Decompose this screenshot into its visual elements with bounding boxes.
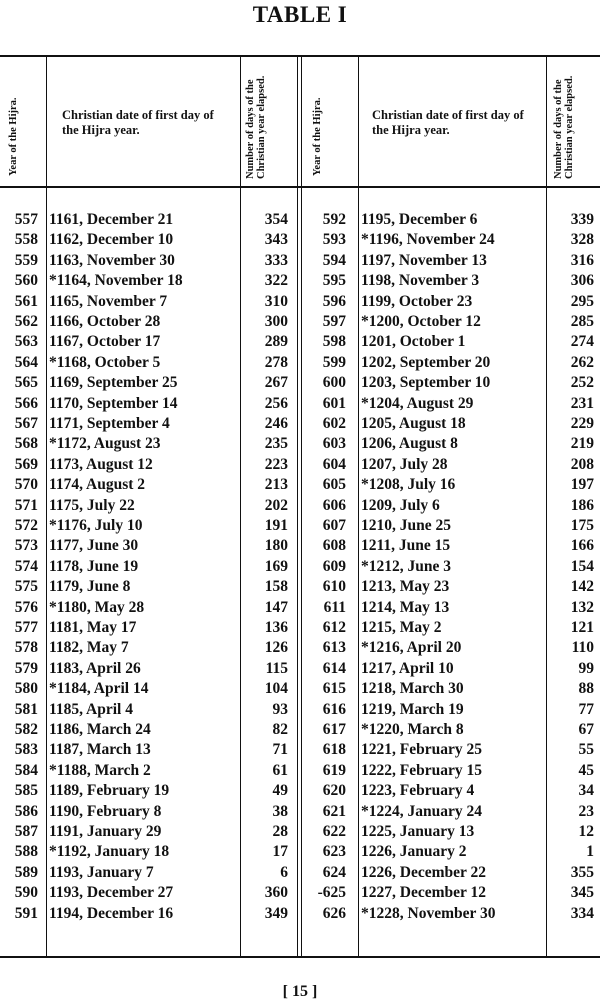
days-cell: 310 [264, 292, 288, 310]
table-row [0, 252, 600, 272]
top-rule [0, 55, 600, 57]
days-cell: 349 [264, 904, 288, 922]
year-cell: 623 [322, 843, 346, 861]
table-row [0, 823, 600, 843]
year-cell: 605 [322, 476, 346, 494]
year-cell: 573 [14, 537, 38, 555]
days-cell: 223 [264, 455, 288, 473]
table-row [0, 456, 600, 476]
table-row [0, 395, 600, 415]
days-cell: 136 [264, 619, 288, 636]
days-cell: 229 [570, 415, 594, 432]
year-cell: 575 [14, 578, 38, 596]
date-cell: 1215, May 2 [361, 619, 442, 636]
header-days-right: Number of days of the Christian year elapsed. [553, 75, 575, 179]
date-cell: 1174, August 2 [49, 476, 146, 494]
year-cell: 602 [322, 415, 346, 432]
date-cell: 1219, March 19 [361, 700, 464, 718]
year-cell: 562 [14, 313, 38, 330]
table-row [0, 211, 600, 231]
year-cell: 564 [14, 353, 38, 371]
table-row [0, 619, 600, 639]
year-cell: 611 [323, 598, 346, 616]
days-cell: 169 [264, 557, 288, 575]
date-cell: 1175, July 22 [49, 496, 135, 514]
table-row [0, 497, 600, 517]
table-row [0, 741, 600, 761]
days-cell: 110 [571, 639, 594, 657]
year-cell: 568 [14, 435, 38, 453]
days-cell: 99 [578, 659, 594, 677]
table-row [0, 660, 600, 680]
date-cell: *1212, June 3 [361, 557, 451, 575]
date-cell: 1197, November 13 [361, 251, 487, 269]
date-cell: 1218, March 30 [361, 680, 464, 698]
days-cell: 322 [264, 272, 288, 290]
days-cell: 343 [264, 231, 288, 249]
year-cell: 624 [322, 863, 346, 881]
year-cell: 612 [322, 619, 346, 636]
year-cell: 559 [14, 251, 38, 269]
days-cell: 6 [280, 863, 288, 881]
days-cell: 213 [264, 476, 288, 494]
days-cell: 186 [570, 496, 594, 514]
year-cell: 572 [14, 517, 38, 534]
date-cell: 1227, December 12 [361, 884, 486, 902]
days-cell: 274 [570, 333, 594, 351]
date-cell: 1193, December 27 [49, 884, 174, 902]
year-cell: 580 [14, 680, 38, 698]
table-row [0, 537, 600, 557]
date-cell: 1225, January 13 [361, 823, 475, 840]
days-cell: 88 [578, 680, 594, 698]
year-cell: 595 [322, 272, 346, 290]
year-cell: 569 [14, 455, 38, 473]
table-row [0, 680, 600, 700]
year-cell: 582 [14, 721, 38, 738]
year-cell: 603 [322, 435, 346, 453]
date-cell: *1200, October 12 [361, 313, 481, 330]
days-cell: 354 [264, 211, 288, 228]
header-year-right: Year of the Hijra. [312, 97, 323, 176]
days-cell: 252 [570, 374, 594, 392]
days-cell: 316 [570, 251, 594, 269]
year-cell: 615 [322, 680, 346, 698]
year-cell: 608 [322, 537, 346, 555]
table-row [0, 864, 600, 884]
year-cell: 621 [322, 802, 346, 820]
date-cell: 1171, September 4 [49, 415, 170, 432]
year-cell: 599 [322, 353, 346, 371]
year-cell: 607 [322, 517, 346, 534]
days-cell: 115 [265, 659, 288, 677]
year-cell: 585 [14, 782, 38, 800]
days-cell: 166 [570, 537, 594, 555]
date-cell: 1213, May 23 [361, 578, 450, 596]
year-cell: 574 [14, 557, 38, 575]
date-cell: 1211, June 15 [361, 537, 451, 555]
header-rule [0, 186, 600, 188]
year-cell: 593 [322, 231, 346, 249]
days-cell: 219 [570, 435, 594, 453]
date-cell: 1221, February 25 [361, 741, 482, 759]
date-cell: 1217, April 10 [361, 659, 454, 677]
table-row [0, 639, 600, 659]
year-cell: 589 [14, 863, 38, 881]
date-cell: 1202, September 20 [361, 353, 491, 371]
table-row [0, 701, 600, 721]
days-cell: 147 [264, 598, 288, 616]
table-row [0, 374, 600, 394]
date-cell: 1193, January 7 [49, 863, 154, 881]
page-number: [ 15 ] [282, 983, 318, 1000]
days-cell: 49 [272, 782, 288, 800]
year-cell: 600 [322, 374, 346, 392]
table-row [0, 843, 600, 863]
days-cell: 256 [264, 394, 288, 412]
date-cell: *1176, July 10 [49, 517, 143, 534]
days-cell: 104 [264, 680, 288, 698]
date-cell: *1172, August 23 [49, 435, 161, 453]
days-cell: 289 [264, 333, 288, 351]
table-row [0, 884, 600, 904]
days-cell: 45 [578, 761, 594, 779]
date-cell: *1192, January 18 [49, 843, 170, 861]
year-cell: 558 [14, 231, 38, 249]
date-cell: 1206, August 8 [361, 435, 458, 453]
date-cell: *1224, January 24 [361, 802, 482, 820]
year-cell: 601 [322, 394, 346, 412]
days-cell: 180 [264, 537, 288, 555]
table-row [0, 354, 600, 374]
year-cell: 583 [14, 741, 38, 759]
days-cell: 262 [570, 353, 594, 371]
year-cell: 565 [14, 374, 38, 392]
year-cell: 560 [14, 272, 38, 290]
year-cell: 557 [14, 211, 38, 228]
year-cell: 576 [14, 598, 38, 616]
days-cell: 1 [586, 843, 594, 861]
date-cell: 1182, May 7 [49, 639, 129, 657]
days-cell: 12 [578, 823, 594, 840]
year-cell: 578 [14, 639, 38, 657]
days-cell: 306 [570, 272, 594, 290]
year-cell: 617 [322, 721, 346, 738]
date-cell: 1189, February 19 [49, 782, 170, 800]
table-row [0, 517, 600, 537]
days-cell: 34 [578, 782, 594, 800]
date-cell: *1208, July 16 [361, 476, 456, 494]
table-row [0, 272, 600, 292]
year-cell: 596 [322, 292, 346, 310]
year-cell: 619 [322, 761, 346, 779]
days-cell: 55 [578, 741, 594, 759]
year-cell: 563 [14, 333, 38, 351]
days-cell: 61 [272, 761, 288, 779]
days-cell: 333 [264, 251, 288, 269]
year-cell: 609 [322, 557, 346, 575]
table-title: TABLE I [252, 2, 348, 27]
date-cell: 1209, July 6 [361, 496, 440, 514]
days-cell: 154 [570, 557, 594, 575]
year-cell: 620 [322, 782, 346, 800]
table-row [0, 782, 600, 802]
days-cell: 355 [570, 863, 594, 881]
date-cell: 1185, April 4 [49, 700, 133, 718]
header-date-left: Christian date of first day of the Hijra year. [62, 108, 214, 137]
date-cell: 1195, December 6 [361, 211, 478, 228]
date-cell: 1214, May 13 [361, 598, 450, 616]
year-cell: 597 [322, 313, 346, 330]
date-cell: *1180, May 28 [49, 598, 145, 616]
days-cell: 345 [570, 884, 594, 902]
year-cell: 622 [322, 823, 346, 840]
days-cell: 231 [570, 394, 594, 412]
year-cell: 610 [322, 578, 346, 596]
table-row [0, 762, 600, 782]
year-cell: 584 [14, 761, 38, 779]
date-cell: *1168, October 5 [49, 353, 161, 371]
days-cell: 295 [570, 292, 594, 310]
date-cell: 1162, December 10 [49, 231, 174, 249]
year-cell: 570 [14, 476, 38, 494]
days-cell: 300 [264, 313, 288, 330]
table-row [0, 721, 600, 741]
days-cell: 285 [570, 313, 594, 330]
header-days-left: Number of days of the Christian year elapsed. [245, 75, 267, 179]
date-cell: 1205, August 18 [361, 415, 466, 432]
year-cell: 577 [14, 619, 38, 636]
date-cell: *1228, November 30 [361, 904, 496, 922]
date-cell: 1201, October 1 [361, 333, 466, 351]
date-cell: 1165, November 7 [49, 292, 168, 310]
days-cell: 267 [264, 374, 288, 392]
year-cell: 567 [14, 415, 38, 432]
days-cell: 126 [264, 639, 288, 657]
table-row [0, 578, 600, 598]
date-cell: 1207, July 28 [361, 455, 448, 473]
year-cell: 598 [322, 333, 346, 351]
date-cell: 1222, February 15 [361, 761, 482, 779]
year-cell: 588 [14, 843, 38, 861]
days-cell: 77 [578, 700, 594, 718]
date-cell: *1204, August 29 [361, 394, 474, 412]
days-cell: 360 [264, 884, 288, 902]
date-cell: *1216, April 20 [361, 639, 462, 657]
date-cell: 1163, November 30 [49, 251, 175, 269]
table-row [0, 599, 600, 619]
days-cell: 158 [264, 578, 288, 596]
days-cell: 334 [570, 904, 594, 922]
year-cell: 616 [322, 700, 346, 718]
days-cell: 132 [570, 598, 594, 616]
table-row [0, 415, 600, 435]
days-cell: 339 [570, 211, 594, 228]
year-cell: 571 [14, 496, 38, 514]
date-cell: 1187, March 13 [49, 741, 151, 759]
table-row [0, 476, 600, 496]
days-cell: 246 [264, 415, 288, 432]
date-cell: 1223, February 4 [361, 782, 475, 800]
table-row [0, 558, 600, 578]
table-row [0, 803, 600, 823]
date-cell: 1169, September 25 [49, 374, 178, 392]
days-cell: 142 [570, 578, 594, 596]
year-cell: 606 [322, 496, 346, 514]
date-cell: 1191, January 29 [49, 823, 162, 840]
year-cell: 613 [322, 639, 346, 657]
table-row [0, 435, 600, 455]
table-row [0, 333, 600, 353]
days-cell: 235 [264, 435, 288, 453]
days-cell: 278 [264, 353, 288, 371]
date-cell: 1167, October 17 [49, 333, 161, 351]
year-cell: 614 [322, 659, 346, 677]
year-cell: 604 [322, 455, 346, 473]
date-cell: 1170, September 14 [49, 394, 178, 412]
date-cell: 1226, January 2 [361, 843, 467, 861]
year-cell: 591 [14, 904, 38, 922]
year-cell: 579 [14, 659, 38, 677]
days-cell: 191 [264, 517, 288, 534]
bottom-rule [0, 956, 600, 958]
year-cell: 594 [322, 251, 346, 269]
year-cell: 592 [322, 211, 346, 228]
days-cell: 23 [578, 802, 594, 820]
date-cell: 1203, September 10 [361, 374, 491, 392]
date-cell: 1179, June 8 [49, 578, 131, 596]
year-cell: 561 [14, 292, 38, 310]
date-cell: 1183, April 26 [49, 659, 141, 677]
year-cell: 626 [322, 904, 346, 922]
year-cell: 581 [14, 700, 38, 718]
date-cell: 1226, December 22 [361, 863, 486, 881]
header-date-right: Christian date of first day of the Hijra year. [372, 108, 524, 137]
days-cell: 202 [264, 496, 288, 514]
days-cell: 197 [570, 476, 594, 494]
days-cell: 175 [570, 517, 594, 534]
table-row [0, 231, 600, 251]
days-cell: 208 [570, 455, 594, 473]
date-cell: 1177, June 30 [49, 537, 139, 555]
date-cell: 1190, February 8 [49, 802, 162, 820]
year-cell: -625 [317, 884, 346, 902]
days-cell: 67 [578, 721, 594, 738]
days-cell: 93 [272, 700, 288, 718]
date-cell: 1194, December 16 [49, 904, 174, 922]
table-row [0, 293, 600, 313]
year-cell: 566 [14, 394, 38, 412]
date-cell: 1210, June 25 [361, 517, 451, 534]
year-cell: 586 [14, 802, 38, 820]
days-cell: 28 [272, 823, 288, 840]
date-cell: 1198, November 3 [361, 272, 480, 290]
date-cell: 1173, August 12 [49, 455, 153, 473]
date-cell: *1196, November 24 [361, 231, 495, 249]
date-cell: 1186, March 24 [49, 721, 151, 738]
date-cell: *1220, March 8 [361, 721, 464, 738]
date-cell: 1161, December 21 [49, 211, 174, 228]
date-cell: 1199, October 23 [361, 292, 473, 310]
date-cell: 1181, May 17 [49, 619, 137, 636]
days-cell: 328 [570, 231, 594, 249]
date-cell: 1166, October 28 [49, 313, 161, 330]
year-cell: 587 [14, 823, 38, 840]
days-cell: 17 [272, 843, 288, 861]
table-row [0, 313, 600, 333]
date-cell: *1164, November 18 [49, 272, 183, 290]
days-cell: 82 [272, 721, 288, 738]
year-cell: 618 [322, 741, 346, 759]
table-row [0, 905, 600, 925]
days-cell: 121 [570, 619, 594, 636]
days-cell: 38 [272, 802, 288, 820]
days-cell: 71 [272, 741, 288, 759]
date-cell: *1184, April 14 [49, 680, 149, 698]
date-cell: *1188, March 2 [49, 761, 151, 779]
year-cell: 590 [14, 884, 38, 902]
header-year-left: Year of the Hijra. [8, 97, 19, 176]
date-cell: 1178, June 19 [49, 557, 139, 575]
